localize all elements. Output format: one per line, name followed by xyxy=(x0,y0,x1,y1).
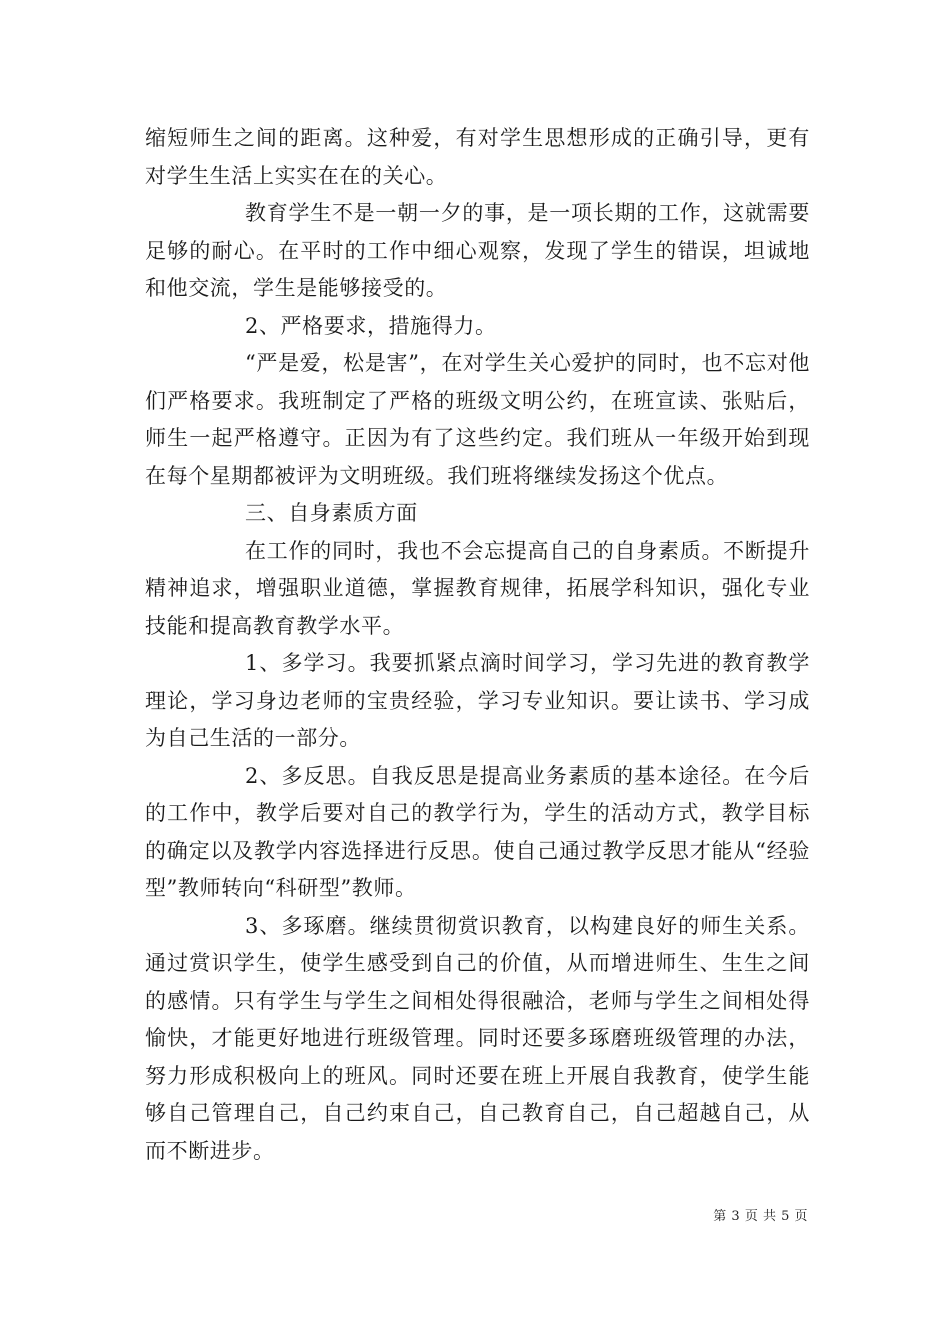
paragraph-more-reflection: 2、多反思。自我反思是提高业务素质的基本途径。在今后的工作中，教学后要对自己的教学行为，学生的活动方式，教学目标的确定以及教学内容选择进行反思。使自己通过教学反思才能从“经验型”教师转向“科研型”教师。 xyxy=(145,763,810,900)
paragraph-continuation: 缩短师生之间的距离。这种爱，有对学生思想形成的正确引导，更有对学生生活上实实在在的关心。 xyxy=(145,126,810,188)
section-heading-self-quality: 三、自身素质方面 xyxy=(245,501,418,525)
subheading-strict-requirements: 2、严格要求，措施得力。 xyxy=(245,313,497,338)
paragraph-patience: 教育学生不是一朝一夕的事，是一项长期的工作，这就需要足够的耐心。在平时的工作中细心观察，发现了学生的错误，坦诚地和他交流，学生是能够接受的。 xyxy=(145,201,810,300)
paragraph-more-pondering: 3、多琢磨。继续贯彻赏识教育，以构建良好的师生关系。通过赏识学生，使学生感受到自己的价值，从而增进师生、生生之间的感情。只有学生与学生之间相处得很融洽，老师与学生之间相处得愉快，才能更好地进行班级管理。同时还要多琢磨班级管理的办法，努力形成积极向上的班风。同时还要在班上开展自我教育，使学生能够自己管理自己，自己约束自己，自己教育自己，自己超越自己，从而不断进步。 xyxy=(145,913,810,1163)
document-page xyxy=(145,120,810,1170)
page-number-footer: 第 3 页 共 5 页 xyxy=(713,1209,808,1224)
paragraph-more-learning: 1、多学习。我要抓紧点滴时间学习，学习先进的教育教学理论，学习身边老师的宝贵经验，学习专业知识。要让读书、学习成为自己生活的一部分。 xyxy=(145,651,810,750)
paragraph-strict-love: “严是爱，松是害”，在对学生关心爱护的同时，也不忘对他们严格要求。我班制定了严格的班级文明公约，在班宣读、张贴后，师生一起严格遵守。正因为有了这些约定。我们班从一年级开始到现在每个星期都被评为文明班级。我们班将继续发扬这个优点。 xyxy=(145,351,810,488)
paragraph-self-improvement: 在工作的同时，我也不会忘提高自己的自身素质。不断提升精神追求，增强职业道德，掌握教育规律，拓展学科知识，强化专业技能和提高教育教学水平。 xyxy=(145,538,810,638)
